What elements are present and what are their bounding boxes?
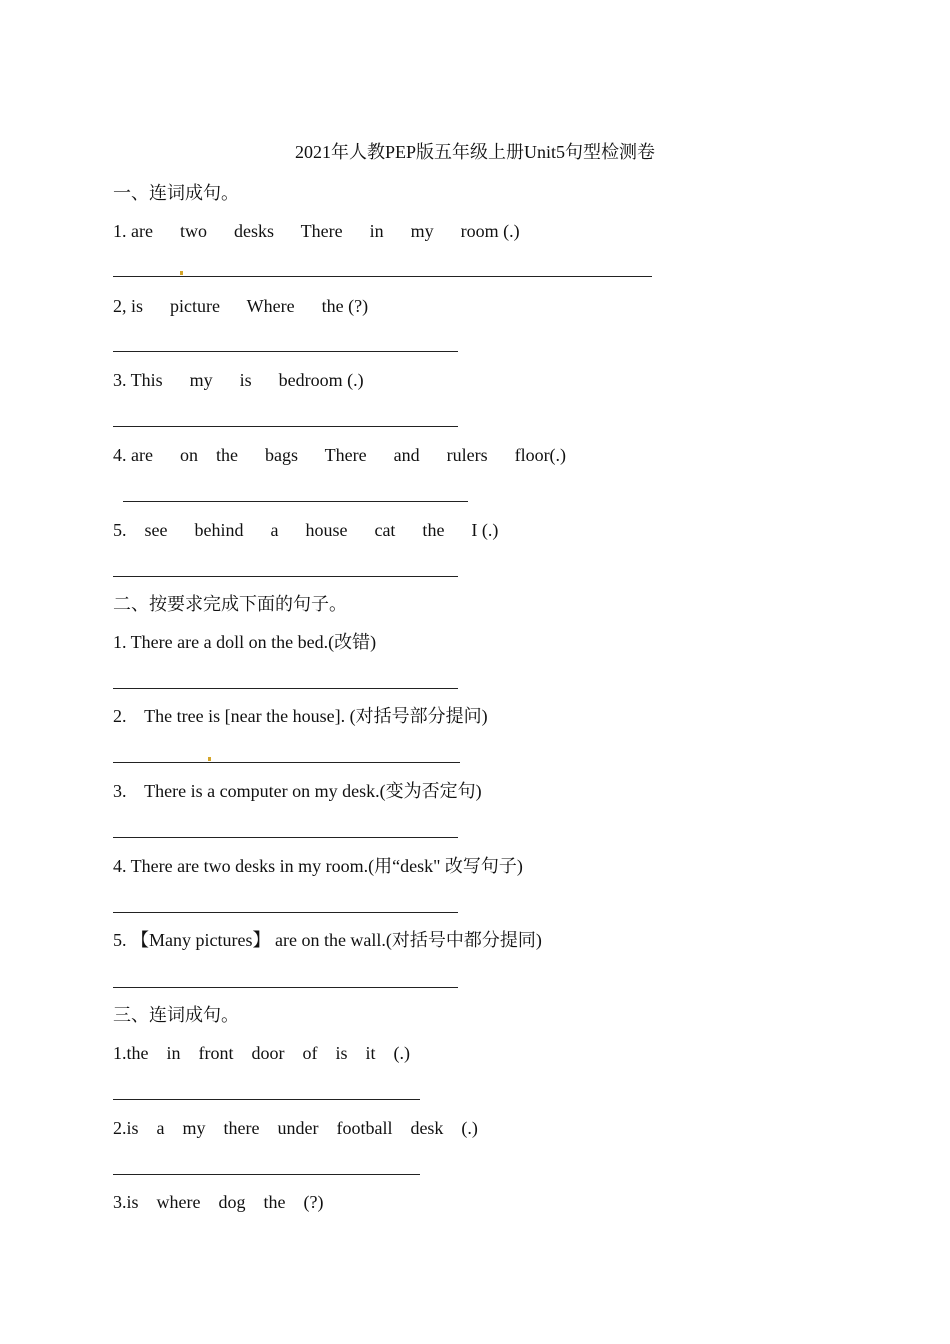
section-3-heading: 三、连词成句。 <box>113 1005 239 1025</box>
s1-answer-line-1[interactable] <box>113 276 652 277</box>
s1-item-4: 4. are on the bags There and rulers floor(.) <box>113 445 567 465</box>
s1-answer-line-4[interactable] <box>123 501 468 502</box>
s2-item-3: 3. There is a computer on my desk.(变为否定句) <box>113 781 482 801</box>
s2-item-1: 1. There are a doll on the bed.(改错) <box>113 632 377 652</box>
s2-answer-line-1[interactable] <box>113 688 458 689</box>
s1-answer-line-3[interactable] <box>113 426 458 427</box>
s3-answer-line-2[interactable] <box>113 1174 420 1175</box>
s2-answer-line-5[interactable] <box>113 987 458 988</box>
s3-item-2: 2.is a my there under football desk (.) <box>113 1118 478 1138</box>
s3-answer-line-1[interactable] <box>113 1099 420 1100</box>
s2-item-4: 4. There are two desks in my room.(用“desk" 改写句子) <box>113 856 523 876</box>
s1-item-3: 3. This my is bedroom (.) <box>113 370 364 390</box>
s1-item-5: 5. see behind a house cat the I (.) <box>113 520 499 540</box>
section-1-heading: 一、连词成句。 <box>113 183 239 203</box>
s2-item-2: 2. The tree is [near the house]. (对括号部分提问) <box>113 706 488 726</box>
page-title: 2021年人教PEP版五年级上册Unit5句型检测卷 <box>294 142 656 162</box>
s1-item-1: 1. are two desks There in my room (.) <box>113 221 520 241</box>
s3-item-3: 3.is where dog the (?) <box>113 1192 324 1212</box>
s2-item-5: 5. 【Many pictures】 are on the wall.(对括号中都分提同) <box>113 930 542 950</box>
s2-answer-line-3[interactable] <box>113 837 458 838</box>
s1-answer-line-5[interactable] <box>113 576 458 577</box>
s3-item-1: 1.the in front door of is it (.) <box>113 1043 410 1063</box>
s1-answer-line-2[interactable] <box>113 351 458 352</box>
section-2-heading: 二、按要求完成下面的句子。 <box>113 594 347 614</box>
s2-answer-line-4[interactable] <box>113 912 458 913</box>
s2-answer-line-2[interactable] <box>113 762 460 763</box>
s1-item-2: 2, is picture Where the (?) <box>113 296 369 316</box>
s2-marker-dot <box>208 757 211 761</box>
s1-marker-dot <box>180 271 183 275</box>
